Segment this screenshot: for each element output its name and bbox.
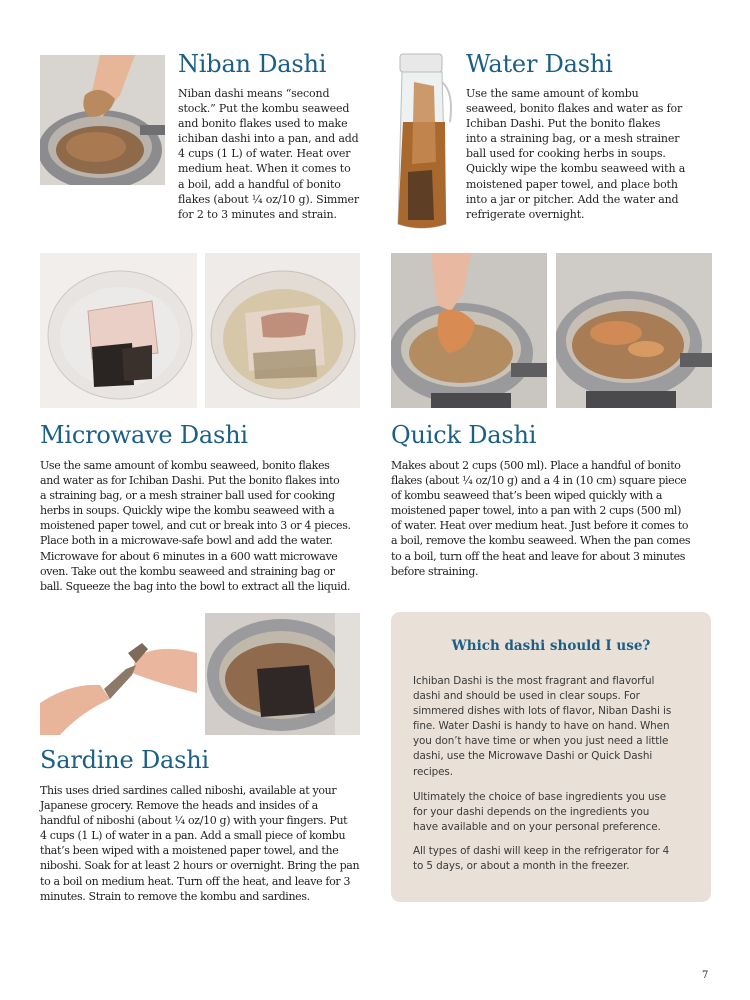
sardine-dashi-text (40, 783, 375, 904)
text-line: This uses dried sardines called niboshi, available at your (40, 784, 337, 797)
text-line: a straining bag, or a mesh strainer ball used for cooking (40, 489, 335, 503)
text-line: stock.” Put the kombu seaweed (178, 102, 350, 116)
sidebar-title: Which dashi should I use? (451, 638, 651, 654)
text-line: of kombu seaweed that’s been wiped quickly with a (391, 489, 663, 503)
text-line: refrigerate overnight. (466, 207, 585, 221)
sidebar-paragraph-3 (413, 844, 703, 874)
text-line: you don’t have time or when you just need a little (413, 735, 669, 748)
page-number: 7 (702, 970, 709, 981)
microwave-dashi-photo-1 (40, 253, 197, 408)
microwave-dashi-photo-2 (205, 253, 360, 408)
sidebar-paragraph-1 (413, 674, 703, 780)
text-line: Makes about 2 cups (500 ml). Place a handful of bonito (391, 459, 681, 472)
quick-dashi-photo-1 (391, 253, 547, 408)
text-line: fine. Water Dashi is handy to have on hand. When (413, 720, 670, 733)
text-line: moistened paper towel, and cut or break into 3 or 4 pieces. (40, 519, 351, 533)
text-line: oven. Take out the kombu seaweed and straining bag or (40, 564, 335, 578)
text-line: dashi and should be used in clear soups. For (413, 690, 640, 703)
quick-dashi-title: Quick Dashi (391, 421, 537, 449)
text-line: simmered dishes with lots of flavor, Niban Dashi is (413, 705, 672, 718)
quick-dashi-photo-2 (556, 253, 712, 408)
sardine-dashi-photo-1 (40, 613, 197, 735)
text-line: ball used for cooking herbs in soups. (466, 147, 666, 161)
text-line: flakes (about ¼ oz/10 g). Simmer (178, 192, 359, 206)
text-line: Quickly wipe the kombu seaweed with a (466, 162, 686, 176)
text-line: a boil, add a handful of bonito (178, 177, 341, 191)
text-line: a boil, remove the kombu seaweed. When the pan comes (391, 534, 691, 548)
text-line: Ichiban Dashi is the most fragrant and flavorful (413, 675, 655, 687)
text-line: recipes. (413, 765, 453, 778)
text-line: Microwave for about 6 minutes in a 600 watt microwave (40, 549, 338, 563)
text-line: niboshi. Soak for at least 2 hours or overnight. Bring the pan (40, 859, 360, 873)
text-line: to a boil, turn off the heat and leave for about 3 minutes (391, 549, 686, 563)
text-line: Place both in a microwave-safe bowl and add the water. (40, 534, 333, 548)
text-line: ball. Squeeze the bag into the bowl to extract all the liquid. (40, 579, 351, 593)
text-line: moistened paper towel, into a pan with 2 cups (500 ml) (391, 504, 682, 518)
text-line: for 2 to 3 minutes and strain. (178, 207, 337, 221)
water-dashi-title: Water Dashi (466, 50, 613, 78)
text-line: moistened paper towel, and place both (466, 177, 678, 191)
text-line: into a straining bag, or a mesh strainer (466, 132, 680, 146)
text-line: herbs in soups. Quickly wipe the kombu seaweed with a (40, 504, 335, 518)
text-line: handful of niboshi (about ¼ oz/10 g) with your fingers. Put (40, 814, 348, 828)
text-line: to 5 days, or about a month in the freezer. (413, 860, 630, 873)
water-dashi-photo (388, 52, 458, 234)
text-line: dashi, use the Microwave Dashi or Quick Dashi (413, 750, 653, 763)
text-line: Niban dashi means “second (178, 87, 330, 100)
text-line: for your dashi depends on the ingredients you (413, 806, 650, 819)
text-line: Use the same amount of kombu (466, 87, 639, 100)
text-line: ichiban dashi into a pan, and add (178, 132, 359, 146)
text-line: Japanese grocery. Remove the heads and insides of a (40, 799, 318, 813)
text-line: Ichiban Dashi. Put the bonito flakes (466, 117, 661, 131)
text-line: into a jar or pitcher. Add the water and (466, 192, 679, 206)
microwave-dashi-text (40, 458, 375, 594)
sidebar-paragraph-2 (413, 790, 703, 835)
text-line: that’s been wiped with a moistened paper towel, and the (40, 844, 339, 858)
text-line: minutes. Strain to remove the kombu and sardines. (40, 889, 310, 903)
text-line: Ultimately the choice of base ingredients you use (413, 791, 667, 803)
text-line: and bonito flakes used to make (178, 117, 348, 131)
which-dashi-sidebar (391, 612, 711, 902)
sardine-dashi-title: Sardine Dashi (40, 746, 209, 774)
text-line: have available and on your personal preference. (413, 821, 661, 834)
microwave-dashi-title: Microwave Dashi (40, 421, 248, 449)
text-line: seaweed, bonito flakes and water as for (466, 102, 683, 116)
niban-dashi-text (178, 86, 378, 222)
text-line: to a boil on medium heat. Turn off the heat, and leave for 3 (40, 874, 351, 888)
text-line: medium heat. When it comes to (178, 162, 351, 176)
text-line: Use the same amount of kombu seaweed, bonito flakes (40, 459, 330, 472)
text-line: flakes (about ¼ oz/10 g) and a 4 in (10 cm) square piece (391, 474, 687, 488)
niban-dashi-photo (40, 55, 165, 185)
text-line: All types of dashi will keep in the refrigerator for 4 (413, 845, 670, 857)
text-line: of water. Heat over medium heat. Just before it comes to (391, 519, 689, 533)
text-line: and water as for Ichiban Dashi. Put the bonito flakes into (40, 474, 340, 488)
sardine-dashi-photo-2 (205, 613, 360, 735)
water-dashi-text (466, 86, 716, 222)
text-line: 4 cups (1 L) of water in a pan. Add a small piece of kombu (40, 829, 346, 843)
quick-dashi-text (391, 458, 716, 579)
niban-dashi-title: Niban Dashi (178, 50, 327, 78)
text-line: before straining. (391, 564, 479, 578)
text-line: 4 cups (1 L) of water. Heat over (178, 147, 351, 161)
